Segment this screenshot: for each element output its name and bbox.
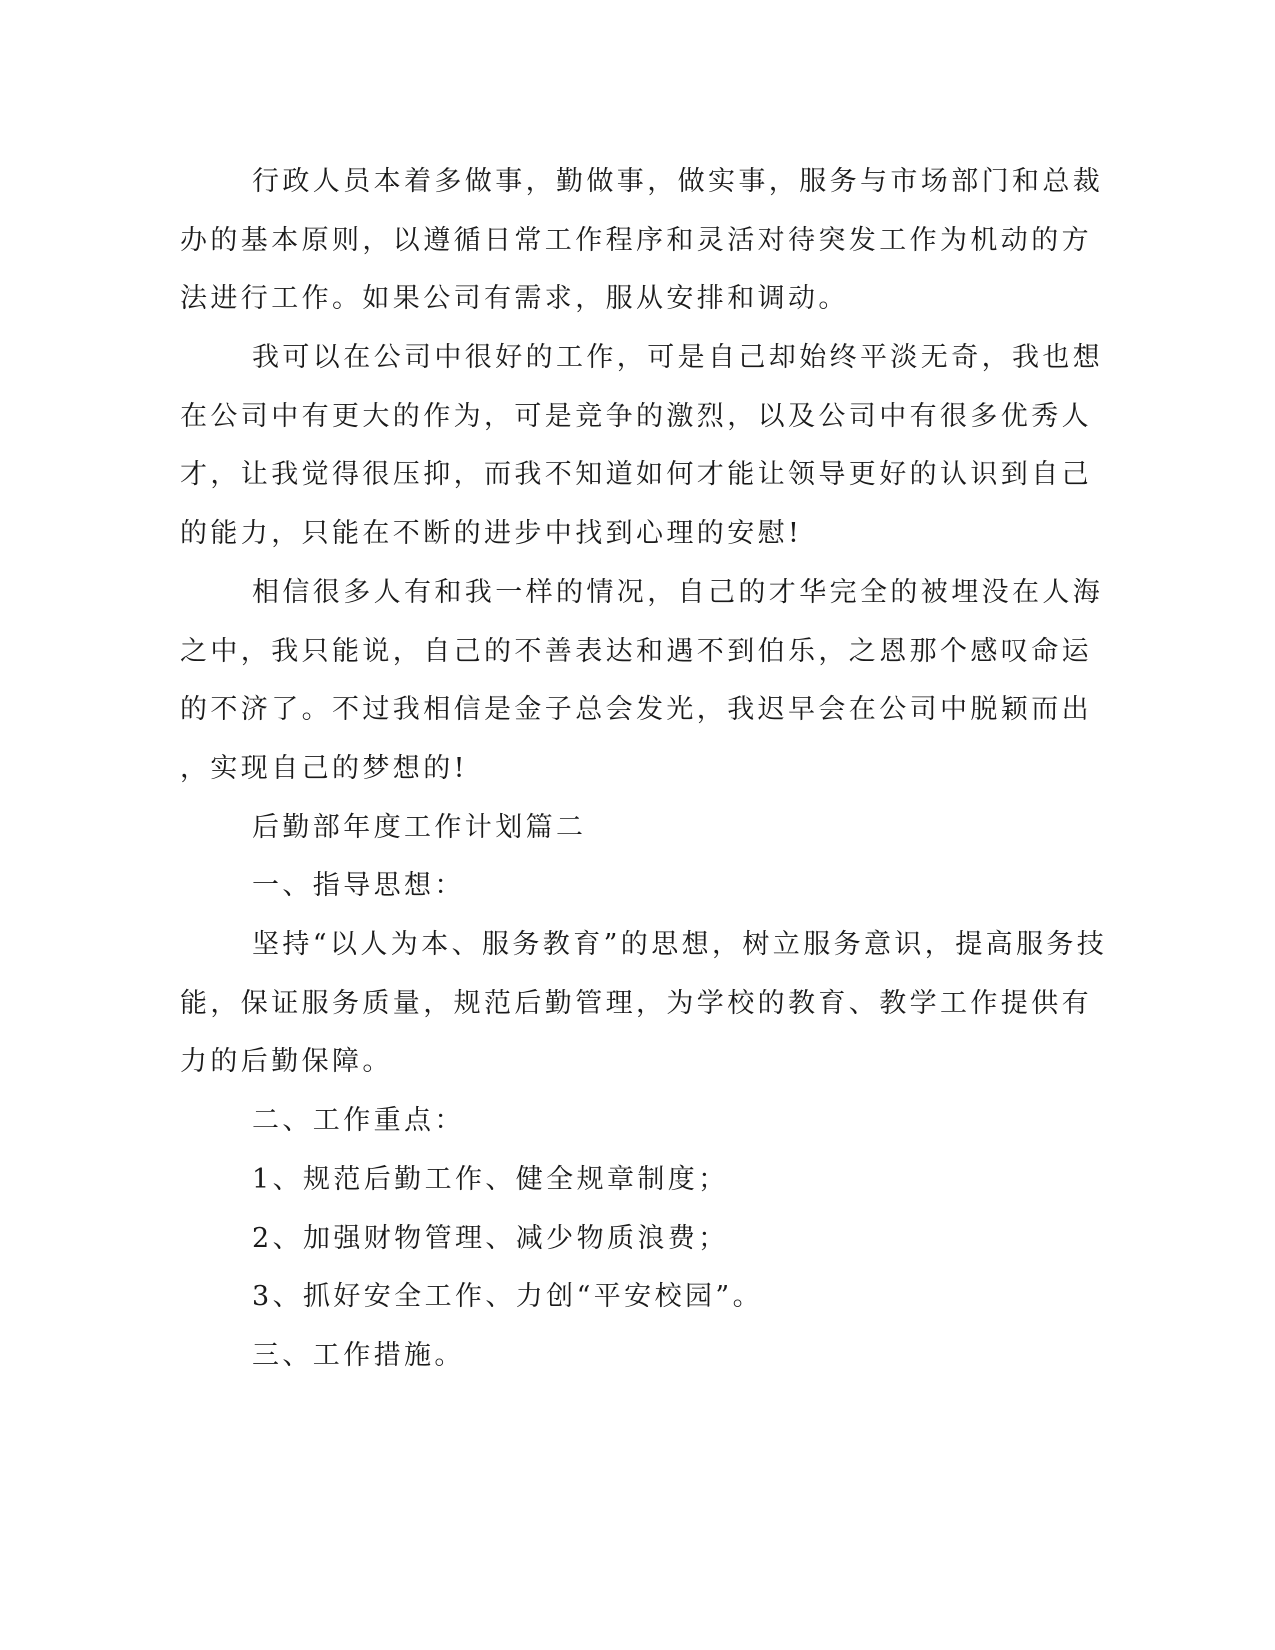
text-line: 在公司中有更大的作为，可是竞争的激烈，以及公司中有很多优秀人 xyxy=(180,401,1092,432)
text-line: 坚持“以人为本、服务教育”的思想，树立服务意识，提高服务技 xyxy=(252,929,1108,960)
text-line: 相信很多人有和我一样的情况，自己的才华完全的被埋没在人海 xyxy=(252,577,1104,608)
subsection-heading: 三、工作措施。 xyxy=(252,1340,465,1371)
text-line: 才，让我觉得很压抑，而我不知道如何才能让领导更好的认识到自己 xyxy=(180,459,1092,490)
text-line: 的能力，只能在不断的进步中找到心理的安慰! xyxy=(180,518,803,549)
list-item: 2、加强财物管理、减少物质浪费； xyxy=(252,1223,729,1254)
section-heading: 后勤部年度工作计划篇二 xyxy=(252,812,587,843)
subsection-heading: 一、指导思想： xyxy=(252,870,465,901)
text-line: 我可以在公司中很好的工作，可是自己却始终平淡无奇，我也想 xyxy=(252,342,1104,373)
list-item: 3、抓好安全工作、力创“平安校园”。 xyxy=(252,1281,763,1312)
text-line: 之中，我只能说，自己的不善表达和遇不到伯乐，之恩那个感叹命运 xyxy=(180,636,1092,667)
text-line: 能，保证服务质量，规范后勤管理，为学校的教育、教学工作提供有 xyxy=(180,988,1092,1019)
text-line: 办的基本原则，以遵循日常工作程序和灵活对待突发工作为机动的方 xyxy=(180,225,1092,256)
list-item: 1、规范后勤工作、健全规章制度； xyxy=(252,1164,729,1195)
text-line: 的不济了。不过我相信是金子总会发光，我迟早会在公司中脱颖而出 xyxy=(180,694,1092,725)
text-line: 法进行工作。如果公司有需求，服从安排和调动。 xyxy=(180,283,849,314)
text-line: 行政人员本着多做事，勤做事，做实事，服务与市场部门和总裁 xyxy=(252,166,1104,197)
text-line: 力的后勤保障。 xyxy=(180,1046,393,1077)
text-line: ，实现自己的梦想的! xyxy=(180,753,468,784)
subsection-heading: 二、工作重点： xyxy=(252,1105,465,1136)
